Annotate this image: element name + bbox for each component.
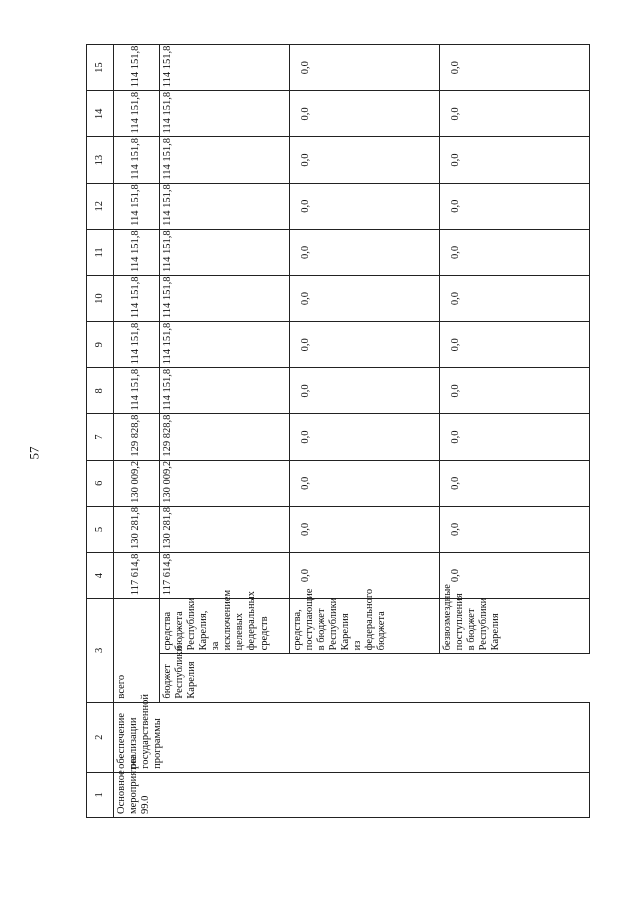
row-value: 114 151,8 [160,368,290,414]
total-label-cell: всего [114,599,160,702]
header-cell: 5 [87,506,114,552]
row-value: 114 151,8 [160,183,290,229]
row-value: 114 151,8 [160,275,290,321]
total-value: 114 151,8 [114,183,160,229]
row-value: 0,0 [440,45,590,91]
budget-label-cell: бюджет Республики Карелия [160,654,590,702]
header-cell: 4 [87,553,114,599]
source-label-cell: безвозмездные поступления в бюджет Республики Карелия [440,599,590,654]
total-value: 117 614,8 [114,553,160,599]
row-value: 0,0 [440,183,590,229]
row-value: 129 828,8 [160,414,290,460]
total-value: 114 151,8 [114,229,160,275]
row-value: 0,0 [290,368,440,414]
row-value: 0,0 [290,506,440,552]
row-value: 0,0 [440,137,590,183]
row-value: 114 151,8 [160,137,290,183]
header-cell: 7 [87,414,114,460]
total-row [114,45,160,818]
row-value: 0,0 [440,460,590,506]
header-cell: 13 [87,137,114,183]
row-value: 0,0 [290,414,440,460]
source-label-cell: средства, поступающие в бюджет Республики Карелия из федерального бюджета [290,599,440,654]
total-value: 114 151,8 [114,368,160,414]
row-value: 114 151,8 [160,91,290,137]
header-cell: 11 [87,229,114,275]
total-value: 130 281,8 [114,506,160,552]
row-value: 0,0 [440,91,590,137]
header-cell: 10 [87,275,114,321]
budget-table [86,44,590,818]
total-value: 114 151,8 [114,45,160,91]
row-value: 0,0 [290,229,440,275]
page-number: 57 [26,446,42,460]
row-value: 130 281,8 [160,506,290,552]
header-cell: 12 [87,183,114,229]
budget-row [160,45,290,818]
row-value: 0,0 [290,553,440,599]
row-value: 0,0 [440,414,590,460]
row-value: 0,0 [440,553,590,599]
row-value: 114 151,8 [160,45,290,91]
header-cell: 1 [87,772,114,817]
row-value: 0,0 [290,183,440,229]
source-label-cell: средства бюджета Республики Карелия, за исключением целевых федеральных средств [160,599,290,654]
total-value: 129 828,8 [114,414,160,460]
row-value: 130 009,2 [160,460,290,506]
total-value: 114 151,8 [114,322,160,368]
activity-name-cell: Основное мероприятие 99.0 [114,772,590,817]
header-cell: 6 [87,460,114,506]
total-value: 114 151,8 [114,91,160,137]
total-value: 114 151,8 [114,137,160,183]
row-value: 0,0 [440,368,590,414]
row-value: 0,0 [440,275,590,321]
rotated-table-container [86,44,640,818]
header-cell: 15 [87,45,114,91]
activity-purpose-cell: обеспечение реализации государственной программы [114,702,590,772]
row-value: 114 151,8 [160,229,290,275]
row-value: 0,0 [290,275,440,321]
row-value: 0,0 [440,506,590,552]
header-row [87,45,114,818]
row-value: 0,0 [290,45,440,91]
row-value: 0,0 [290,91,440,137]
row-value: 114 151,8 [160,322,290,368]
header-cell: 3 [87,599,114,702]
header-cell: 9 [87,322,114,368]
row-value: 0,0 [290,137,440,183]
header-cell: 2 [87,702,114,772]
row-value: 0,0 [440,322,590,368]
total-value: 114 151,8 [114,275,160,321]
header-cell: 8 [87,368,114,414]
row-value: 0,0 [290,322,440,368]
total-value: 130 009,2 [114,460,160,506]
header-cell: 14 [87,91,114,137]
row-value: 0,0 [440,229,590,275]
row-value: 0,0 [290,460,440,506]
row-value: 117 614,8 [160,553,290,599]
